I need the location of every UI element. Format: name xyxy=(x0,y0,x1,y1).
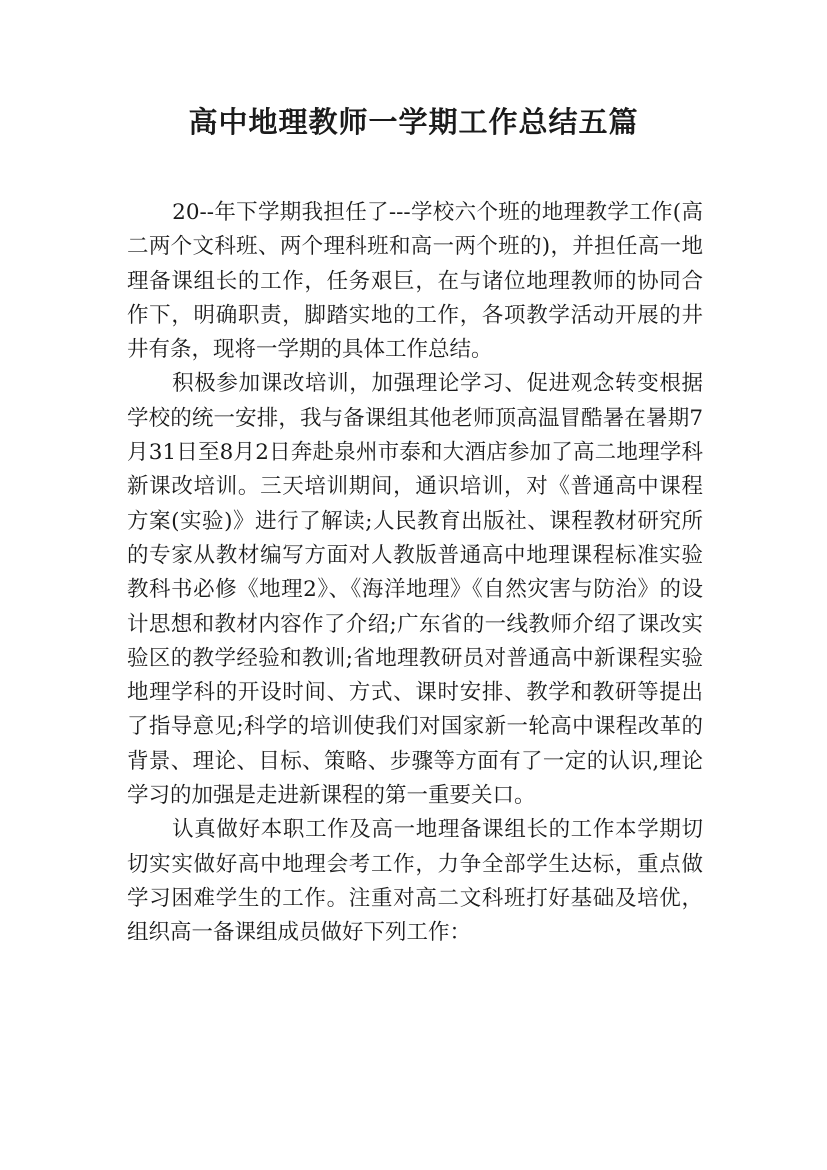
document-body xyxy=(127,196,703,951)
document-title: 高中地理教师一学期工作总结五篇 xyxy=(188,105,639,139)
paragraph-training: 积极参加课改培训，加强理论学习、促进观念转变根据学校的统一安排，我与备课组其他老师顶高温冒酷暑在暑期7月31日至8月2日奔赴泉州市泰和大酒店参加了高二地理学科新课改培训。三天培训期间，通识培训，对《普通高中课程方案(实验)》进行了解读;人民教育出版社、课程教材研究所的专家从教材编写方面对人教版普通高中地理课程标准实验教科书必修《地理2》、《海洋地理》《自然灾害与防治》的设计思想和教材内容作了介绍;广东省的一线教师介绍了课改实验区的教学经验和教训;省地理教研员对普通高中新课程实验地理学科的开设时间、方式、课时安排、教学和教研等提出了指导意见;科学的培训使我们对国家新一轮高中课程改革的背景、理论、目标、策略、步骤等方面有了一定的认识,理论学习的加强是走进新课程的第一重要关口。 xyxy=(127,371,703,809)
paragraph-intro: 20--年下学期我担任了---学校六个班的地理教学工作(高二两个文科班、两个理科班和高一两个班的)，并担任高一地理备课组长的工作，任务艰巨，在与诸位地理教师的协同合作下，明确职责，脚踏实地的工作，各项教学活动开展的井井有条，现将一学期的具体工作总结。 xyxy=(127,200,703,363)
paragraph-duties: 认真做好本职工作及高一地理备课组长的工作本学期切切实实做好高中地理会考工作，力争全部学生达标，重点做学习困难学生的工作。注重对高二文科班打好基础及培优，组织高一备课组成员做好下列工作： xyxy=(127,817,703,946)
